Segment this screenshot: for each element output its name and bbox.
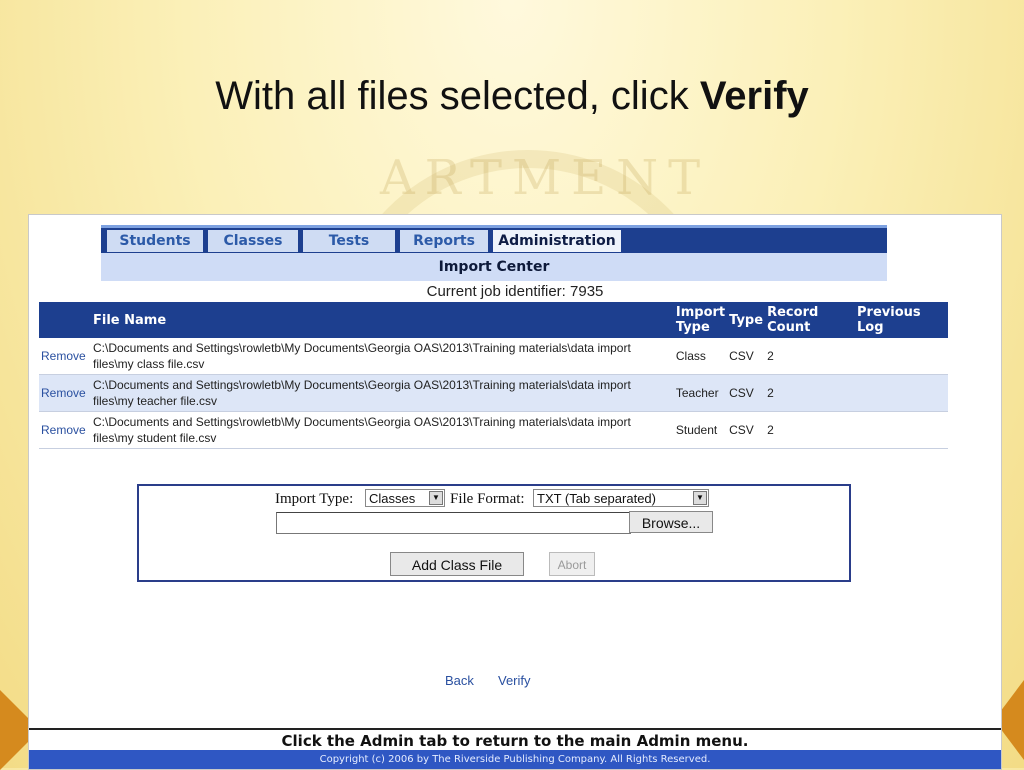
tab-administration[interactable]: Administration (493, 230, 621, 252)
remove-link[interactable] (39, 375, 91, 412)
copyright-bar: Copyright (c) 2006 by The Riverside Publishing Company. All Rights Reserved. (29, 750, 1001, 769)
slide-title-text: With all files selected, click (215, 74, 700, 118)
import-type-select[interactable] (365, 489, 445, 507)
type-cell: CSV (727, 338, 765, 375)
job-identifier: Current job identifier: 7935 (426, 283, 604, 300)
column-header-action (39, 302, 91, 338)
import-type-value: Classes (369, 491, 416, 506)
tab-classes[interactable]: Classes (208, 230, 298, 252)
remove-link[interactable] (39, 338, 91, 375)
remove-link-label[interactable]: Remove (41, 423, 86, 437)
previous-log-cell (855, 412, 948, 449)
table-row (39, 338, 948, 375)
type-cell: CSV (727, 412, 765, 449)
column-header-record-count: Record Count (765, 302, 855, 338)
admin-return-message: Click the Admin tab to return to the main Admin menu. (29, 728, 1001, 752)
file-name-cell: C:\Documents and Settings\rowletb\My Documents\Georgia OAS\2013\Training materials\data import files\my teacher file.csv (91, 375, 674, 412)
record-count-cell: 2 (765, 412, 855, 449)
remove-link-label[interactable]: Remove (41, 349, 86, 363)
section-title: Import Center (101, 253, 887, 281)
import-files-table (39, 302, 948, 449)
import-form-panel (137, 484, 851, 582)
column-header-previous-log: Previous Log (855, 302, 948, 338)
slide-title-emphasis: Verify (699, 74, 809, 118)
previous-log-cell (855, 375, 948, 412)
file-format-label: File Format: (450, 491, 525, 507)
record-count-cell: 2 (765, 375, 855, 412)
file-format-select[interactable] (533, 489, 709, 507)
column-header-type: Type (727, 302, 765, 338)
table-header-row (39, 302, 948, 338)
file-path-input[interactable] (276, 512, 631, 534)
back-link[interactable]: Back (445, 673, 474, 688)
tab-reports[interactable]: Reports (400, 230, 488, 252)
add-class-file-button[interactable]: Add Class File (390, 552, 524, 576)
import-type-cell: Class (674, 338, 727, 375)
tab-students[interactable]: Students (107, 230, 203, 252)
record-count-cell: 2 (765, 338, 855, 375)
screenshot-window (28, 214, 1002, 770)
column-header-import-type: Import Type (674, 302, 727, 338)
import-type-cell: Student (674, 412, 727, 449)
import-type-label: Import Type: (275, 491, 354, 507)
file-format-value: TXT (Tab separated) (537, 491, 656, 506)
remove-link-label[interactable]: Remove (41, 386, 86, 400)
file-name-cell: C:\Documents and Settings\rowletb\My Documents\Georgia OAS\2013\Training materials\data import files\my student file.csv (91, 412, 674, 449)
tab-tests[interactable]: Tests (303, 230, 395, 252)
watermark-seal-lettering: ARTMENT (380, 150, 711, 206)
type-cell: CSV (727, 375, 765, 412)
file-name-cell: C:\Documents and Settings\rowletb\My Documents\Georgia OAS\2013\Training materials\data import files\my class file.csv (91, 338, 674, 375)
verify-link[interactable]: Verify (498, 673, 531, 688)
remove-link[interactable] (39, 412, 91, 449)
abort-button[interactable]: Abort (549, 552, 595, 576)
slide-title (0, 74, 1024, 119)
browse-button[interactable]: Browse... (629, 511, 713, 533)
column-header-file-name: File Name (91, 302, 674, 338)
dropdown-arrow-icon[interactable]: ▼ (429, 491, 443, 505)
table-row (39, 375, 948, 412)
table-row (39, 412, 948, 449)
tab-bar (101, 225, 887, 254)
previous-log-cell (855, 338, 948, 375)
dropdown-arrow-icon[interactable]: ▼ (693, 491, 707, 505)
import-type-cell: Teacher (674, 375, 727, 412)
